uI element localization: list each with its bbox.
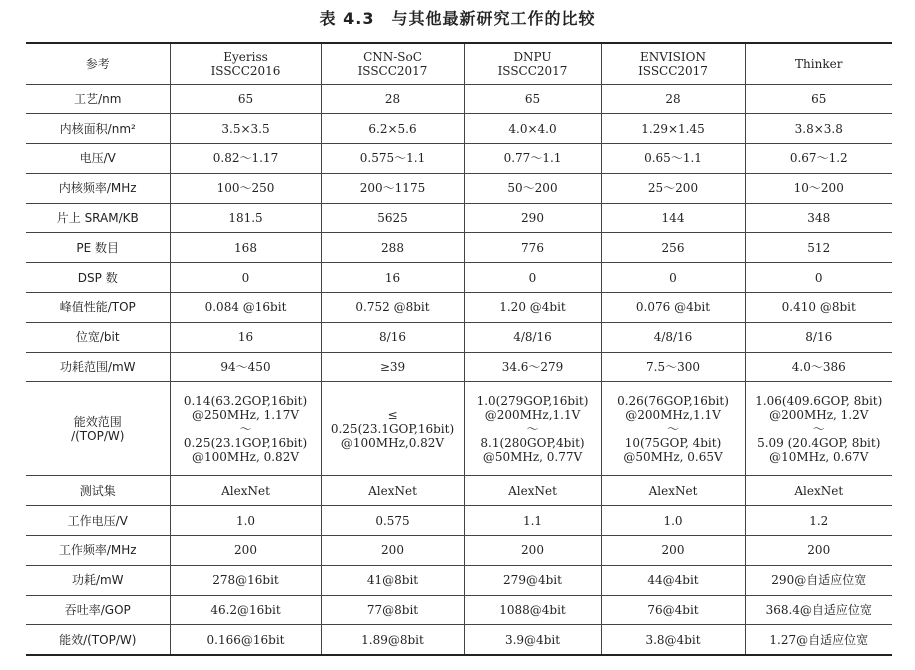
cell-line: 200	[661, 543, 685, 558]
table-cell	[170, 565, 321, 595]
row-label: 工艺/nm	[26, 84, 170, 114]
table-cell	[321, 382, 464, 476]
header-row	[26, 43, 892, 84]
table-cell	[745, 625, 892, 655]
table-cell	[745, 293, 892, 323]
cell-line: 8/16	[379, 330, 406, 345]
cell-line: 3.8@4bit	[645, 632, 701, 647]
cell-line: 0.25(23.1GOP,16bit)	[183, 435, 308, 450]
row-label: 内核面积/nm²	[26, 114, 170, 144]
cell-line: 1.1	[522, 513, 543, 528]
cell-line: 4/8/16	[653, 330, 693, 345]
table-cell	[321, 173, 464, 203]
cell-line: 1.27@自适应位宽	[769, 632, 869, 647]
table-row	[26, 293, 892, 323]
row-label: 峰值性能/TOP	[26, 293, 170, 323]
table-cell	[745, 536, 892, 566]
cell-line: 77@8bit	[366, 603, 419, 618]
table-cell	[745, 263, 892, 293]
cell-line: ～	[526, 421, 539, 436]
cell-line: ISSCC2016	[210, 63, 281, 78]
cell-line: DNPU	[513, 49, 552, 64]
table-cell	[601, 595, 745, 625]
cell-line: 0.26(76GOP,16bit)	[617, 393, 729, 408]
table-cell	[170, 322, 321, 352]
cell-line: AlexNet	[648, 483, 698, 498]
cell-line: 278@16bit	[212, 573, 279, 588]
cell-line: @100MHz, 0.82V	[192, 449, 299, 464]
header-param-cell: 参考	[26, 43, 170, 84]
table-cell	[321, 203, 464, 233]
cell-line: 1.89@8bit	[361, 632, 424, 647]
table-cell	[601, 84, 745, 114]
header-cell	[321, 43, 464, 84]
cell-line: 0.77～1.1	[503, 151, 562, 166]
table-cell	[170, 203, 321, 233]
table-cell	[321, 506, 464, 536]
cell-line: 144	[661, 211, 685, 226]
cell-line: ≥39	[379, 360, 406, 375]
cell-line: 3.8×3.8	[794, 121, 843, 136]
table-cell	[745, 233, 892, 263]
table-cell	[321, 114, 464, 144]
cell-line: 200	[807, 543, 831, 558]
cell-line: @200MHz,1.1V	[484, 407, 581, 422]
cell-line: 0	[241, 270, 250, 285]
cell-line: 41@8bit	[366, 573, 419, 588]
table-row	[26, 114, 892, 144]
table-cell	[464, 322, 601, 352]
table-row	[26, 625, 892, 655]
cell-line: 8.1(280GOP,4bit)	[480, 435, 585, 450]
cell-line: 0.076 @4bit	[635, 300, 711, 315]
row-label: DSP 数	[26, 263, 170, 293]
table-cell	[321, 565, 464, 595]
table-row	[26, 382, 892, 476]
cell-line: ENVISION	[640, 49, 706, 64]
row-label: 功耗范围/mW	[26, 352, 170, 382]
cell-line: 288	[381, 240, 404, 255]
cell-line: 0.752 @8bit	[355, 300, 430, 315]
cell-line: 16	[384, 270, 401, 285]
header-cell	[464, 43, 601, 84]
cell-line: AlexNet	[368, 483, 417, 498]
row-label: 吞吐率/GOP	[26, 595, 170, 625]
cell-line: 76@4bit	[647, 603, 699, 618]
header-cell	[745, 43, 892, 84]
cell-line: 0.575～1.1	[359, 151, 426, 166]
table-row	[26, 263, 892, 293]
table-cell	[170, 173, 321, 203]
cell-line: 3.5×3.5	[221, 121, 270, 136]
cell-line: 50～200	[507, 181, 558, 196]
cell-line: @50MHz, 0.77V	[482, 449, 583, 464]
table-cell	[170, 144, 321, 174]
cell-line: 4/8/16	[513, 330, 552, 345]
table-row	[26, 565, 892, 595]
table-cell	[170, 114, 321, 144]
table-cell	[321, 263, 464, 293]
table-cell	[464, 263, 601, 293]
row-label: 电压/V	[26, 144, 170, 174]
cell-line: 776	[521, 240, 544, 255]
cell-line: 4.0×4.0	[508, 121, 557, 136]
cell-line: @100MHz,0.82V	[340, 435, 445, 450]
cell-line: 1.20 @4bit	[499, 300, 566, 315]
table-cell	[601, 625, 745, 655]
cell-line: Eyeriss	[223, 49, 268, 64]
table-row	[26, 322, 892, 352]
row-label: PE 数目	[26, 233, 170, 263]
row-label: 位宽/bit	[26, 322, 170, 352]
table-cell	[745, 114, 892, 144]
table-cell	[321, 625, 464, 655]
cell-line: AlexNet	[508, 483, 557, 498]
cell-line: 290	[521, 211, 544, 226]
table-cell	[321, 595, 464, 625]
cell-line: 1.06(409.6GOP, 8bit)	[755, 393, 883, 408]
cell-line: 5625	[377, 211, 408, 226]
table-cell	[464, 203, 601, 233]
cell-line: AlexNet	[221, 483, 270, 498]
cell-line: 1.2	[809, 513, 829, 528]
table-cell	[601, 322, 745, 352]
table-cell	[601, 263, 745, 293]
cell-line: 65	[811, 91, 827, 106]
table-cell	[745, 382, 892, 476]
cell-line: 1088@4bit	[499, 603, 566, 618]
row-label: 工作频率/MHz	[26, 536, 170, 566]
cell-line: 28	[384, 91, 401, 106]
table-row	[26, 203, 892, 233]
table-cell	[601, 382, 745, 476]
cell-line: CNN-SoC	[363, 49, 422, 64]
table-cell	[601, 114, 745, 144]
cell-line: 368.4@自适应位宽	[765, 603, 872, 618]
cell-line: 0.14(63.2GOP,16bit)	[183, 393, 308, 408]
cell-line: 0.25(23.1GOP,16bit)	[330, 421, 455, 436]
cell-line: 4.0～386	[791, 360, 846, 375]
table-cell	[321, 84, 464, 114]
table-cell	[170, 506, 321, 536]
table-cell	[464, 506, 601, 536]
cell-line: 46.2@16bit	[210, 603, 281, 618]
cell-line: 512	[807, 240, 831, 255]
table-cell	[464, 625, 601, 655]
table-cell	[601, 144, 745, 174]
cell-line: 0	[528, 270, 537, 285]
table-row	[26, 84, 892, 114]
cell-line: 1.0	[663, 513, 683, 528]
table-row	[26, 233, 892, 263]
table-row	[26, 476, 892, 506]
cell-line: ISSCC2017	[497, 63, 568, 78]
cell-line: 0.82～1.17	[212, 151, 279, 166]
table-cell	[601, 536, 745, 566]
cell-line: 0.410 @8bit	[781, 300, 856, 315]
table-cell	[745, 322, 892, 352]
cell-line: 16	[237, 330, 254, 345]
table-cell	[745, 506, 892, 536]
table-cell	[745, 84, 892, 114]
table-cell	[170, 352, 321, 382]
cell-line: 34.6～279	[501, 360, 564, 375]
table-cell	[601, 476, 745, 506]
table-cell	[464, 382, 601, 476]
table-cell	[170, 476, 321, 506]
table-cell	[745, 565, 892, 595]
table-title: 表 4.3 与其他最新研究工作的比较	[319, 9, 596, 28]
table-cell	[601, 352, 745, 382]
cell-line: @200MHz,1.1V	[625, 407, 721, 422]
table-cell	[321, 536, 464, 566]
table-cell	[601, 293, 745, 323]
row-label: 功耗/mW	[26, 565, 170, 595]
table-cell	[464, 536, 601, 566]
cell-line: Thinker	[795, 56, 843, 71]
table-cell	[745, 173, 892, 203]
cell-line: 0	[669, 270, 677, 285]
table-cell	[464, 84, 601, 114]
cell-line: 1.0	[235, 513, 256, 528]
cell-line: 0.084 @16bit	[204, 300, 287, 315]
cell-line: 28	[665, 91, 681, 106]
table-cell	[601, 233, 745, 263]
cell-line: 100～250	[216, 181, 275, 196]
cell-line: 348	[807, 211, 831, 226]
table-cell	[170, 233, 321, 263]
table-cell	[170, 84, 321, 114]
table-cell	[170, 625, 321, 655]
header-cell	[170, 43, 321, 84]
table-cell	[170, 293, 321, 323]
table-cell	[745, 144, 892, 174]
table-cell	[601, 506, 745, 536]
table-row	[26, 506, 892, 536]
cell-line: 0	[814, 270, 823, 285]
table-cell	[321, 322, 464, 352]
row-label: 片上 SRAM/KB	[26, 203, 170, 233]
table-cell	[321, 233, 464, 263]
cell-line: 6.2×5.6	[368, 121, 417, 136]
cell-line: 181.5	[228, 211, 263, 226]
cell-line: 290@自适应位宽	[771, 573, 867, 588]
cell-line: 1.29×1.45	[641, 121, 705, 136]
table-cell	[170, 263, 321, 293]
cell-line: @10MHz, 0.67V	[769, 449, 869, 464]
row-label: 测试集	[26, 476, 170, 506]
table-cell	[321, 476, 464, 506]
cell-line: ≤	[387, 407, 398, 422]
header-cell	[601, 43, 745, 84]
table-cell	[464, 352, 601, 382]
cell-line: 279@4bit	[503, 573, 562, 588]
table-cell	[601, 203, 745, 233]
table-cell	[745, 595, 892, 625]
row-label: 内核频率/MHz	[26, 173, 170, 203]
table-row	[26, 536, 892, 566]
cell-line: 65	[237, 91, 254, 106]
table-cell	[464, 173, 601, 203]
table-cell	[321, 352, 464, 382]
cell-line: 0.575	[375, 513, 410, 528]
cell-line: @50MHz, 0.65V	[623, 449, 723, 464]
cell-line: @200MHz, 1.2V	[769, 407, 869, 422]
comparison-table	[26, 42, 892, 656]
cell-line: 3.9@4bit	[504, 632, 561, 647]
table-cell	[464, 476, 601, 506]
table-cell	[464, 114, 601, 144]
table-cell	[170, 595, 321, 625]
cell-line: 200	[234, 543, 257, 558]
cell-line: ISSCC2017	[357, 63, 428, 78]
cell-line: 44@4bit	[647, 573, 699, 588]
cell-line: 65	[524, 91, 541, 106]
table-row	[26, 352, 892, 382]
cell-line: ISSCC2017	[638, 63, 708, 78]
cell-line: 168	[234, 240, 257, 255]
table-cell	[321, 293, 464, 323]
table-row	[26, 595, 892, 625]
table-cell	[464, 144, 601, 174]
table-cell	[745, 203, 892, 233]
cell-line: 0.166@16bit	[206, 632, 285, 647]
table-row	[26, 173, 892, 203]
cell-line: 0.65～1.1	[644, 151, 702, 166]
cell-line: @250MHz, 1.17V	[192, 407, 299, 422]
table-cell	[170, 536, 321, 566]
row-label: 工作电压/V	[26, 506, 170, 536]
table-cell	[464, 595, 601, 625]
table-cell	[601, 565, 745, 595]
cell-line: 1.0(279GOP,16bit)	[476, 393, 589, 408]
cell-line: 10～200	[793, 181, 844, 196]
cell-line: AlexNet	[794, 483, 844, 498]
table-cell	[464, 565, 601, 595]
table-cell	[464, 293, 601, 323]
cell-line: 10(75GOP, 4bit)	[624, 435, 722, 450]
cell-line: 94～450	[220, 360, 271, 375]
cell-line: 256	[661, 240, 685, 255]
cell-line: 200～1175	[359, 181, 426, 196]
cell-line: 8/16	[805, 330, 833, 345]
table-cell	[170, 382, 321, 476]
cell-line: 0.67～1.2	[789, 151, 848, 166]
row-label: 能效范围 /(TOP/W)	[26, 382, 170, 476]
cell-line: ～	[812, 421, 825, 436]
cell-line: 200	[521, 543, 544, 558]
cell-line: ～	[239, 421, 252, 436]
table-cell	[464, 233, 601, 263]
row-label: 能效/(TOP/W)	[26, 625, 170, 655]
cell-line: 25～200	[647, 181, 699, 196]
cell-line: 200	[381, 543, 404, 558]
table-cell	[601, 173, 745, 203]
cell-line: 7.5～300	[646, 360, 700, 375]
cell-line: ～	[666, 421, 679, 436]
table-cell	[745, 352, 892, 382]
table-cell	[321, 144, 464, 174]
table-cell	[745, 476, 892, 506]
table-row	[26, 144, 892, 174]
cell-line: 5.09 (20.4GOP, 8bit)	[757, 435, 881, 450]
